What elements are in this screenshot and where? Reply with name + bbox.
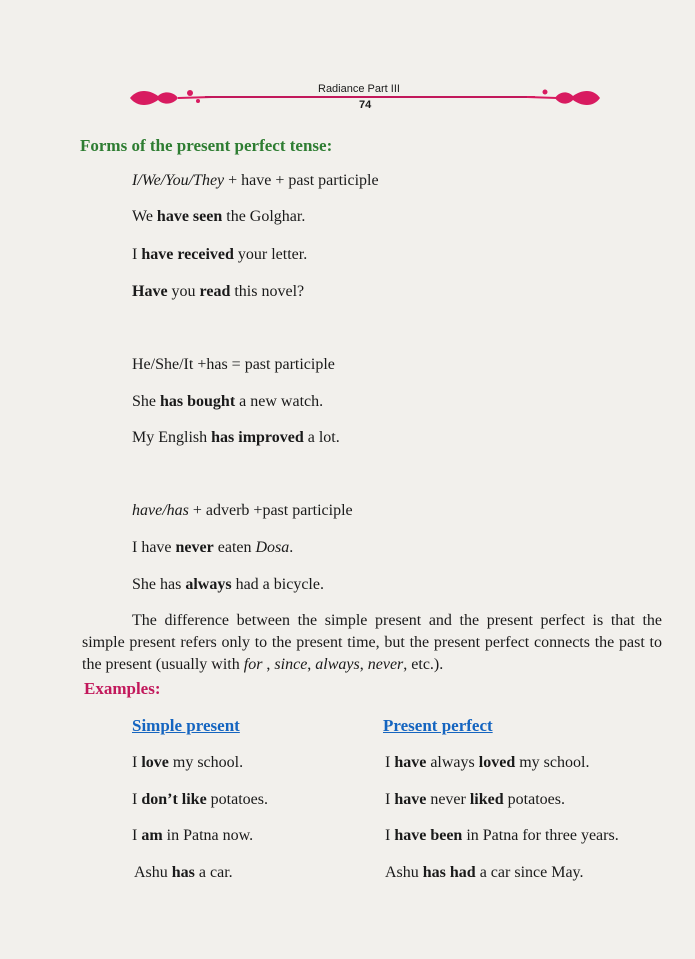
explanation-paragraph: The difference between the simple present and the present perfect is that the simple present refers only to the present time, but the present perfect connects the past to the present (usually with for , since, always, never, etc.). xyxy=(82,612,662,673)
example-line: My English has improved a lot. xyxy=(132,429,340,446)
example-line: Have you read this novel? xyxy=(132,283,305,300)
formula-line: I/We/You/They + have + past participle xyxy=(132,172,379,189)
section-heading: Forms of the present perfect tense: xyxy=(80,136,333,155)
present-perfect-example: I have been in Patna for three years. xyxy=(385,827,619,844)
simple-present-heading: Simple present xyxy=(132,716,240,735)
present-perfect-example: I have never liked potatoes. xyxy=(385,791,565,808)
simple-present-example: Ashu has a car. xyxy=(134,864,233,881)
present-perfect-example: Ashu has had a car since May. xyxy=(385,864,584,881)
examples-label: Examples: xyxy=(84,679,161,698)
example-line: She has always had a bicycle. xyxy=(132,576,324,593)
left-ornament-icon xyxy=(128,86,213,110)
formula-line: He/She/It +has = past participle xyxy=(132,356,335,373)
page-number: 74 xyxy=(359,99,372,111)
book-title: Radiance Part III xyxy=(318,83,400,95)
example-line: She has bought a new watch. xyxy=(132,393,324,410)
simple-present-example: I don’t like potatoes. xyxy=(132,791,268,808)
present-perfect-example: I have always loved my school. xyxy=(385,754,590,771)
example-line: I have received your letter. xyxy=(132,246,308,263)
formula-line: have/has + adverb +past participle xyxy=(132,502,353,519)
example-line: We have seen the Golghar. xyxy=(132,208,306,225)
simple-present-example: I love my school. xyxy=(132,754,244,771)
present-perfect-heading: Present perfect xyxy=(383,716,493,735)
right-ornament-icon xyxy=(527,86,602,110)
simple-present-example: I am in Patna now. xyxy=(132,827,254,844)
header-rule xyxy=(205,96,535,98)
example-line: I have never eaten Dosa. xyxy=(132,539,294,556)
